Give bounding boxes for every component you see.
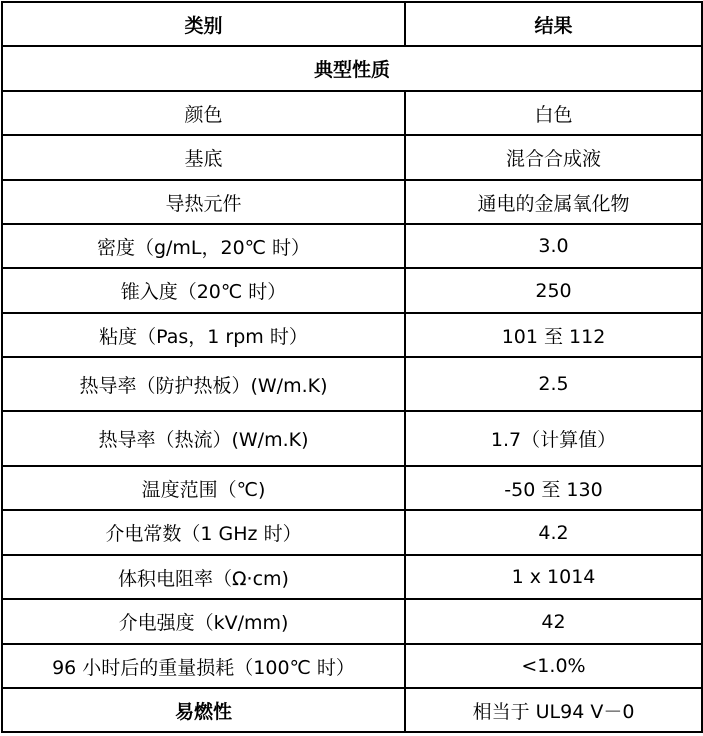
table-row [2,268,702,313]
row-label: 锥入度（20℃ 时） [2,268,405,313]
row-value: -50 至 130 [405,466,702,510]
row-value: 1 x 1014 [405,555,702,599]
row-label: 96 小时后的重量损耗（100℃ 时） [2,644,405,688]
row-label: 导热元件 [2,180,405,224]
table-row [2,224,702,268]
row-label: 易燃性 [2,688,405,732]
row-value: 42 [405,599,702,644]
table-row [2,555,702,599]
row-label: 颜色 [2,91,405,135]
row-value: <1.0% [405,644,702,688]
table-row [2,644,702,688]
properties-table [1,1,703,733]
table-row [2,411,702,466]
row-label: 体积电阻率（Ω·cm) [2,555,405,599]
row-label: 密度（g/mL，20℃ 时） [2,224,405,268]
table-row [2,599,702,644]
row-label: 热导率（防护热板）(W/m.K) [2,357,405,411]
row-label: 热导率（热流）(W/m.K) [2,411,405,466]
row-value: 4.2 [405,510,702,555]
row-label: 粘度（Pas，1 rpm 时） [2,313,405,357]
table-row [2,91,702,135]
row-value: 通电的金属氧化物 [405,180,702,224]
row-value: 2.5 [405,357,702,411]
row-value: 混合合成液 [405,135,702,180]
table-row [2,313,702,357]
section-title: 典型性质 [2,46,702,91]
row-label: 基底 [2,135,405,180]
row-value: 1.7（计算值） [405,411,702,466]
header-row [2,2,702,46]
table-row [2,688,702,732]
table-row [2,180,702,224]
row-value: 101 至 112 [405,313,702,357]
row-value: 250 [405,268,702,313]
section-row [2,46,702,91]
header-result: 结果 [405,2,702,46]
table-row [2,510,702,555]
row-value: 相当于 UL94 V－0 [405,688,702,732]
table-row [2,357,702,411]
row-value: 白色 [405,91,702,135]
header-category: 类别 [2,2,405,46]
table-row [2,135,702,180]
row-label: 温度范围（℃) [2,466,405,510]
row-label: 介电强度（kV/mm) [2,599,405,644]
table-row [2,466,702,510]
row-value: 3.0 [405,224,702,268]
row-label: 介电常数（1 GHz 时） [2,510,405,555]
